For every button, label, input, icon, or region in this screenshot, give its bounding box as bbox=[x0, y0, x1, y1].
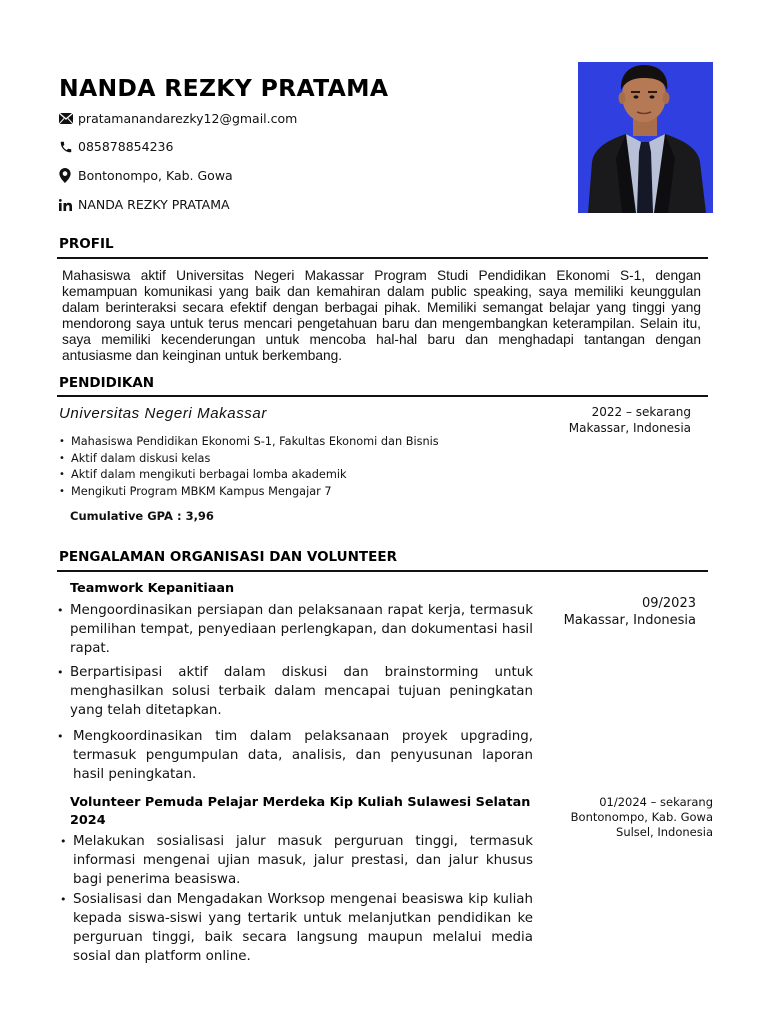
list-item: • Aktif dalam mengikuti berbagai lomba akademik bbox=[59, 467, 439, 484]
contact-phone[interactable] bbox=[59, 139, 173, 154]
contact-email[interactable] bbox=[59, 111, 297, 126]
experience-location: Bontonompo, Kab. Gowa bbox=[570, 810, 713, 824]
experience-meta bbox=[571, 795, 713, 840]
phone-text: 085878854236 bbox=[78, 139, 174, 154]
contact-location bbox=[59, 168, 233, 183]
linkedin-text: NANDA REZKY PRATAMA bbox=[78, 197, 230, 212]
profile-photo bbox=[578, 62, 713, 213]
list-item: • Aktif dalam diskusi kelas bbox=[59, 451, 439, 468]
experience-points bbox=[60, 832, 533, 966]
list-item: • Mengkoordinasikan tim dalam pelaksanaan proyek upgrading, termasuk pengumpulan data, analisis, dan penyusunan laporan hasil peningkatan. bbox=[57, 727, 533, 784]
phone-icon bbox=[59, 140, 77, 154]
gpa-value: 3,96 bbox=[185, 509, 214, 523]
list-item: • Berpartisipasi aktif dalam diskusi dan brainstorming untuk menghasilkan solusi terbaik dalam mencapai tujuan peningkatan yang telah ditetapkan. bbox=[57, 663, 533, 720]
section-divider bbox=[57, 257, 708, 259]
location-pin-icon bbox=[59, 169, 77, 183]
list-item: • Mahasiswa Pendidikan Ekonomi S-1, Fakultas Ekonomi dan Bisnis bbox=[59, 434, 439, 451]
linkedin-icon bbox=[59, 198, 77, 212]
education-list bbox=[59, 434, 439, 501]
experience-points bbox=[57, 601, 533, 784]
section-divider bbox=[57, 395, 708, 397]
gpa-label: Cumulative GPA : bbox=[70, 509, 186, 523]
candidate-name: NANDA REZKY PRATAMA bbox=[59, 74, 389, 102]
mail-icon bbox=[59, 112, 77, 126]
section-divider bbox=[57, 570, 708, 572]
list-item: • Mengoordinasikan persiapan dan pelaksanaan rapat kerja, termasuk pemilihan tempat, penyediaan perlengkapan, dan dokumentasi hasil rapat. bbox=[57, 601, 533, 658]
experience-role: Volunteer Pemuda Pelajar Merdeka Kip Kuliah Sulawesi Selatan 2024 bbox=[70, 795, 531, 828]
location-text: Bontonompo, Kab. Gowa bbox=[78, 168, 233, 183]
list-item: • Melakukan sosialisasi jalur masuk perguruan tinggi, termasuk informasi mengenai ujian masuk, jalur prestasi, dan jalur khusus bagi penerima beasiswa. bbox=[60, 832, 533, 889]
experience-date: 09/2023 bbox=[641, 596, 696, 611]
experience-role: Teamwork Kepanitiaan bbox=[70, 581, 235, 596]
email-text: pratamanandarezky12@gmail.com bbox=[78, 111, 298, 126]
profile-summary: Mahasiswa aktif Universitas Negeri Makassar Program Studi Pendidikan Ekonomi S-1, dengan kemampuan komunikasi yang baik dan kemahiran dalam public speaking, saya memiliki keunggulan dalam berinteraksi secara efektif dengan berbagai pihak. Memiliki semangat belajar yang tinggi yang mendorong saya untuk terus mencari pengetahuan baru dan mengembangkan keterampilan. Selain itu, saya memiliki kecenderungan untuk mencoba hal-hal baru dan menghadapi tantangan dengan antusiasme dan keinginan untuk berkembang. bbox=[62, 268, 701, 363]
section-title-pendidikan: PENDIDIKAN bbox=[59, 375, 155, 391]
education-meta bbox=[569, 404, 691, 436]
list-item: • Sosialisasi dan Mengadakan Worksop mengenai beasiswa kip kuliah kepada siswa-siswi yang tertarik untuk melanjutkan pendidikan ke perguruan tinggi, baik secara langsung maupun melalui media sosial dan platform online. bbox=[60, 890, 533, 966]
experience-location: Makassar, Indonesia bbox=[563, 613, 696, 628]
education-period: 2022 – sekarang bbox=[591, 405, 691, 419]
contact-linkedin[interactable] bbox=[59, 197, 230, 212]
experience-meta bbox=[564, 595, 696, 629]
section-title-pengalaman: PENGALAMAN ORGANISASI DAN VOLUNTEER bbox=[59, 549, 397, 565]
section-title-profil: PROFIL bbox=[59, 236, 114, 252]
education-institution: Universitas Negeri Makassar bbox=[59, 405, 267, 422]
list-item: • Mengikuti Program MBKM Kampus Mengajar 7 bbox=[59, 484, 439, 501]
experience-location: Sulsel, Indonesia bbox=[616, 825, 713, 839]
experience-date: 01/2024 – sekarang bbox=[599, 795, 713, 809]
profile-photo-illustration bbox=[578, 62, 713, 213]
education-location: Makassar, Indonesia bbox=[568, 421, 691, 435]
gpa bbox=[70, 509, 214, 523]
